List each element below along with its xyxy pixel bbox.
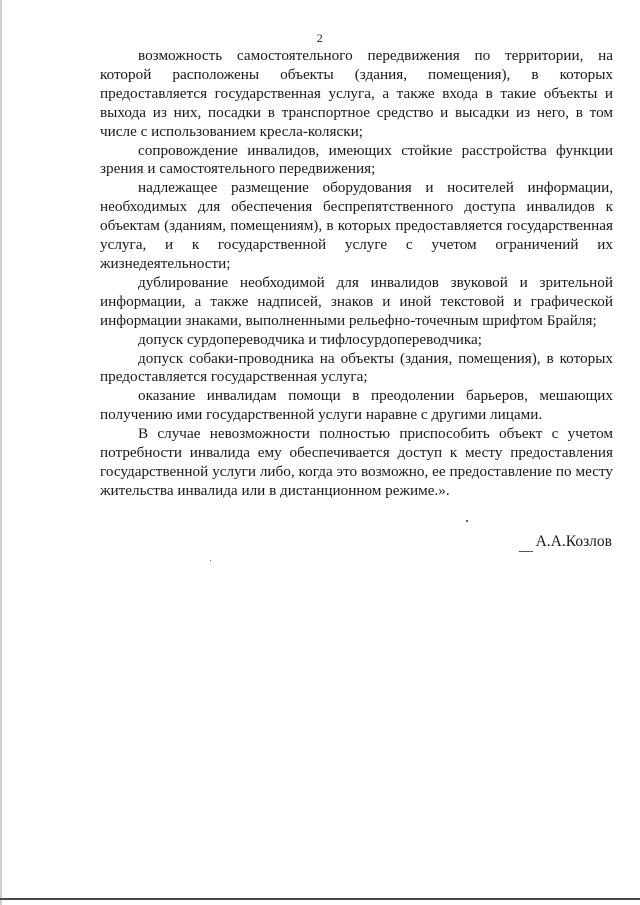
scan-speck bbox=[210, 560, 211, 561]
paragraph-6: допуск собаки-проводника на объекты (здания, помещения), в которых предоставляется государственная услуга; bbox=[100, 349, 613, 386]
paragraph-8: В случае невозможности полностью приспособить объект с учетом потребности инвалида ему обеспечивается доступ к месту предоставления государственной услуги либо, когда это возможно, ее предоставление по месту жительства инвалида или в дистанционном режиме.». bbox=[100, 425, 613, 499]
page-number: 2 bbox=[316, 31, 324, 45]
paragraph-5: допуск сурдопереводчика и тифлосурдопереводчика; bbox=[138, 330, 482, 348]
paragraph-3: надлежащее размещение оборудования и носителей информации, необходимых для обеспечения беспрепятственного доступа инвалидов к объектам (зданиям, помещениям), в которых предоставляется государственная услуга, и к государственной услуге с учетом ограничений их жизнедеятельности; bbox=[100, 179, 613, 272]
paragraph-4: дублирование необходимой для инвалидов звуковой и зрительной информации, а также надписей, знаков и иной текстовой и графической информации знаками, выполненными рельефно-точечным шрифтом Брайля; bbox=[100, 273, 613, 329]
scan-edge-left bbox=[0, 0, 2, 905]
paragraph-2: сопровождение инвалидов, имеющих стойкие расстройства функции зрения и самостоятельного передвижения; bbox=[100, 141, 613, 178]
paragraph-7: оказание инвалидам помощи в преодолении барьеров, мешающих получению ими государственной услуги наравне с другими лицами. bbox=[100, 387, 613, 424]
scan-speck bbox=[519, 551, 533, 552]
scan-edge-bottom bbox=[0, 898, 640, 900]
signature-name: А.А.Козлов bbox=[535, 533, 612, 550]
scan-speck bbox=[466, 520, 468, 522]
document-body bbox=[100, 47, 613, 501]
paragraph-1: возможность самостоятельного передвижения по территории, на которой расположены объекты (здания, помещения), в которых предоставляется государственная услуга, а также входа в такие объекты и выхода из них, посадки в транспортное средство и высадки из него, в том числе с использованием кресла-коляски; bbox=[100, 47, 613, 140]
